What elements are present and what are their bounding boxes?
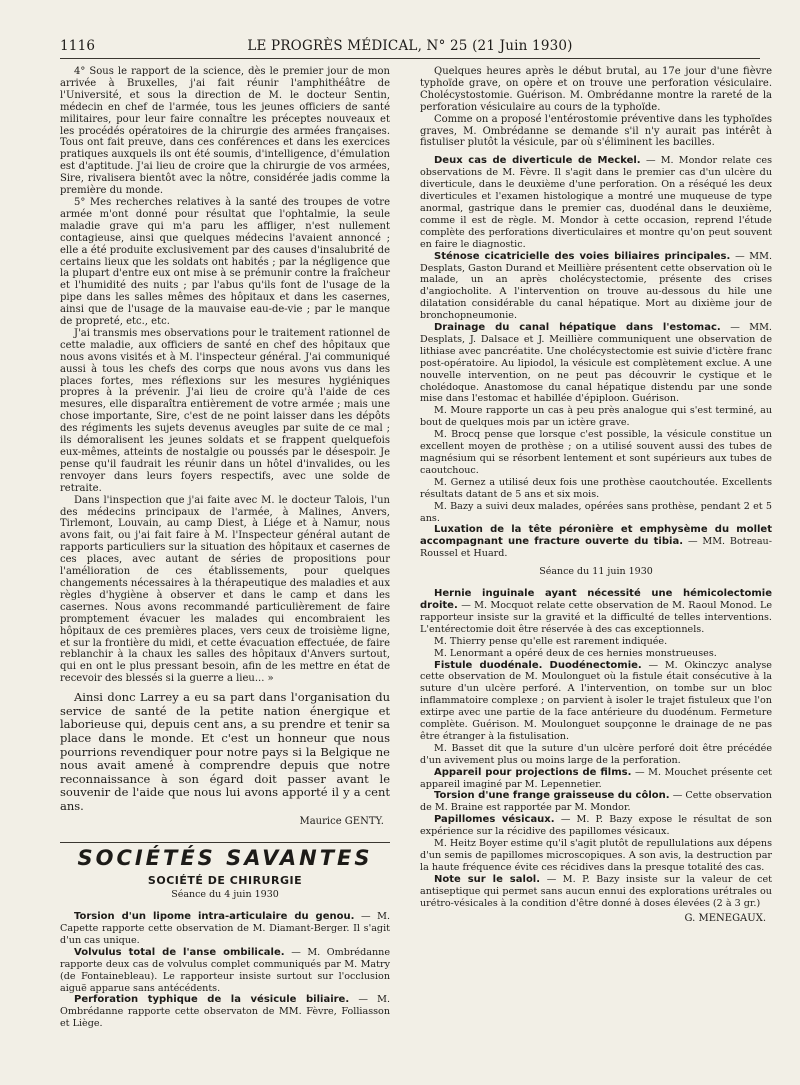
entry xyxy=(420,743,772,767)
entry xyxy=(420,322,772,405)
paragraph: 5° Mes recherches relatives à la santé des troupes de votre armée m'ont donné pour résultat que l'ophtalmie, la seule maladie grave qui m'a paru les affliger, n'est nullement contagieuse, ainsi que quelques médecins l'avaient annoncé ; elle a été produite exclusivement par des causes d'insalubrité de certains lieux que les soldats ont habités ; par la négligence que la plupart d'entre eux ont mise à se prémunir contre la fraîcheur et l'humidité des nuits ; par l'abus qu'ils font de l'usage de la pipe dans les salles mêmes des hôpitaux et dans les casernes, ainsi que de l'usage de la mauvaise eau-de-vie ; par le manque de propreté, etc., etc. xyxy=(60,196,390,328)
entries-list xyxy=(420,155,772,560)
entry-body: — M. P. Bazy expose le résultat de son expérience sur la récidive des papillomes vésicaux. xyxy=(420,814,772,838)
entry-body: M. Basset dit que la suture d'un ulcère perforé doit être précédée d'un avivement plus ou moins large de la perforation. xyxy=(420,742,772,766)
entry-title: Note sur le salol. xyxy=(434,873,541,885)
header-rule xyxy=(60,58,760,59)
paragraph: Quelques heures après le début brutal, au 17e jour d'une fièvre typhoïde grave, on opère et on trouve une perforation vésiculaire. Cholécystostomie. Guérison. M. Ombrédanne montre la rareté de la perforation vésiculaire au cours de la typhoïde. xyxy=(420,66,772,113)
entry xyxy=(420,251,772,322)
page-header xyxy=(60,38,760,58)
entry-body: M. Brocq pense que lorsque c'est possible, la vésicule constitue un excellent moyen de prothèse ; on a utilisé souvent aussi des tubes de magnésium qui se résorbent lentement et sont supérieurs aux tubes de caoutchouc. xyxy=(420,429,772,476)
section-rule xyxy=(60,842,390,843)
entry xyxy=(420,524,772,560)
entry-body: — M. Ombrédanne rapporte deux cas de volvulus complet communiqués par M. Matry (de Fontainebleau). Le rapporteur insiste surtout sur l'occlusion aiguë apparue sans antécédents. xyxy=(60,946,390,994)
section-title: SOCIÉTÉS SAVANTES xyxy=(77,846,373,871)
entry-title: Deux cas de diverticule de Meckel. xyxy=(434,155,641,167)
entry xyxy=(420,501,772,525)
entry-body: — M. Mondor relate ces observations de M. Fèvre. Il s'agit dans le premier cas d'un ulcère du diverticule, dans le deuxième d'une perforation. On a réséqué les deux diverticules et l'examen histologique a montré une muqueuse de type anormal, gastrique dans le premier cas, duodénal dans le deuxième, comme il est de règle. M. Mondor à cette occasion, reprend l'étude complète des perforations diverticulaires et montre qu'on peut souvent en faire le diagnostic. xyxy=(420,155,772,250)
entry-title: Torsion d'une frange graisseuse du côlon. xyxy=(434,790,670,802)
paragraph: Dans l'inspection que j'ai faite avec M. le docteur Talois, l'un des médecins principaux de l'armée, à Malines, Anvers, Tirlemont, Louvain, au camp Diest, à Liége et à Namur, nous avons fait, ou j'ai fait faire à M. l'Inspecteur général autant de rapports particuliers sur la situation des hôpitaux et casernes de ces places, avec autant de séries de propositions pour l'amélioration de ces établissements, pour quelques changements nécessaires à la thérapeutique des maladies et aux règles d'hygiène à observer et dans le camp et dans les casernes. Nous avons recommandé particulièrement de faire promptement évacuer les malades qui encombraient les hôpitaux de ces premières places, vers ceux de troisième ligne, et sur la frontière du midi, et cette évacuation effectuée, de faire reblanchir à la chaux les salles des hôpitaux d'Anvers surtout, qui en ont le plus pressant besoin, afin de les mettre en état de recevoir des blessés si la guerre a lieu... » xyxy=(60,494,391,685)
entry-body: M. Bazy a suivi deux malades, opérées sans prothèse, pendant 2 et 5 ans. xyxy=(420,500,772,524)
paragraph: J'ai transmis mes observations pour le traitement rationnel de cette maladie, aux officiers de santé en chef des hôpitaux que nous avons visités et à M. l'inspecteur général. J'ai communiqué aussi à tous les chefs des corps que nous avons vus dans les places fortes, mes réflexions sur les mesures hygiéniques propres à la prévenir. J'ai lieu de croire qu'à l'aide de ces mesures, elle disparaîtra entièrement de votre armée ; mais une chose importante, Sire, c'est de ne point laisser dans les dépôts des régiments les sujets devenus aveugles par suite de ce mal ; ils démoralisent les jeunes soldats et se frappent quelquefois eux-mêmes, atteints de nostalgie ou poussés par le désespoir. Je pense qu'il faudrait les réunir dans un hôtel d'invalides, ou les renvoyer dans leurs foyers respectifs, avec une solde de retraite. xyxy=(60,327,390,494)
society-name: SOCIÉTÉ DE CHIRURGIE xyxy=(147,874,303,888)
journal-title: LE PROGRÈS MÉDICAL, N° 25 (21 Juin 1930) xyxy=(247,38,573,54)
entry xyxy=(420,477,772,501)
entry xyxy=(420,588,772,636)
entry-body: — M. Mocquot relate cette observation de M. Raoul Monod. Le rapporteur insiste sur la gravité et la difficulté de telles interventions. L'entérectomie doit être réservée à des cas exceptionnels. xyxy=(420,599,772,635)
entry xyxy=(420,648,772,660)
entry xyxy=(420,838,772,874)
entry xyxy=(420,429,772,477)
signature: G. MENEGAUX. xyxy=(684,912,766,924)
entry-body: M. Thierry pense qu'elle est rarement indiquée. xyxy=(434,635,668,647)
entry-title: Fistule duodénale. Duodénectomie. xyxy=(434,659,642,671)
entry-title: Volvulus total de l'anse ombilicale. xyxy=(74,946,285,958)
entries-list xyxy=(60,911,390,1030)
entry xyxy=(420,767,772,791)
page-number: 1116 xyxy=(60,38,96,54)
entry-body: — Cette observation de M. Braine est rapportée par M. Mondor. xyxy=(420,790,772,814)
entry-body: — M. Mouchet présente cet appareil imaginé par M. Lepennetier. xyxy=(420,766,772,790)
entry-body: M. Lenormant a opéré deux de ces hernies monstrueuses. xyxy=(434,647,717,659)
entry-title: Sténose cicatricielle des voies biliaires principales. xyxy=(434,250,731,262)
entry-body: — MM. Desplats, Gaston Durand et Meillière présentent cette observation où le malade, un an après cholécystectomie, présente des crises d'angiocholite. A l'intervention on trouve au-dessous du hile une dilatation considérable du canal hépatique. Mort au dixième jour de bronchopneumonie. xyxy=(420,250,772,322)
entry-body: — M. Ombrédanne rapporte cette observaton de MM. Fèvre, Folliasson et Liège. xyxy=(60,994,390,1030)
entry xyxy=(60,911,390,947)
entry-title: Perforation typhique de la vésicule biliaire. xyxy=(74,994,350,1006)
entry-title: Hernie inguinale ayant nécessité une hémicolectomie droite. xyxy=(420,588,772,611)
entry-title: Torsion d'un lipome intra-articulaire du genou. xyxy=(74,911,355,923)
entry xyxy=(420,874,772,910)
entry-body: — MM. Desplats, J. Dalsace et J. Meillière communiquent une observation de lithiase avec pancréatite. Une cholécystectomie est suivie d'ictère franc post-opératoire. Au lipiodol, la vésicule est complètement exclue. A une nouvelle intervention, on ne peut pas découvrir le cystique et le cholédoque. Anastomose du canal hépatique distendu par une sonde mise dans l'estomac et habillée d'épiploon. Guérison. xyxy=(420,322,772,405)
paragraph: Comme on a proposé l'entérostomie préventive dans les typhoïdes graves, M. Ombrédanne se demande s'il n'y aurait pas intérêt à fistuliser plutôt la vésicule, par où s'éliminent les bacilles. xyxy=(420,113,772,149)
paragraph: 4° Sous le rapport de la science, dès le premier jour de mon arrivée à Bruxelles, j'ai fait réunir l'amphithéâtre de l'Université, et sous la direction de M. le docteur Sentin, médecin en chef de l'armée, tous les jeunes officiers de santé militaires, pour leur faire connaître les préceptes nouveaux et les procédés opératoires de la chirurgie des armées françaises. Tous ont fait preuve, dans ces conférences et dans les exercices pratiques auxquels ils ont été soumis, d'intelligence, d'émulation est d'aptitude. J'ai lieu de croire que la chirurgie de vos armées, Sire, rivalisera bientôt avec la nôtre, considérée jadis comme la première du monde. xyxy=(60,66,390,197)
right-column xyxy=(420,66,772,924)
entry-body: — M. Capette rapporte cette observation de M. Diamant-Berger. Il s'agit d'un cas unique. xyxy=(60,911,390,946)
entry-title: Appareil pour projections de films. xyxy=(434,766,632,778)
entry xyxy=(420,814,772,838)
entry-title: Luxation de la tête péronière et emphysème du mollet accompagnant une fracture ouverte du tibia. xyxy=(420,524,772,548)
entry xyxy=(420,155,772,250)
entry-body: — M. Okinczyc analyse cette observation de M. Moulonguet où la fistule était consécutive à la suture d'un ulcère perforé. A l'intervention, on tombe sur un bloc inflammatoire complexe ; on parvient à isoler le trajet fistuleux que l'on extirpe avec une partie de la face antérieure du duodénum. Fermeture complète. Guérison. M. Moulonguet soupçonne le drainage de ne pas être étranger à la fistulisation. xyxy=(420,659,772,742)
signature: Maurice GENTY. xyxy=(299,816,384,828)
entry-body: M. Moure rapporte un cas à peu près analogue qui s'est terminé, au bout de quelques mois par un ictère grave. xyxy=(420,405,772,429)
entry-body: M. Heitz Boyer estime qu'il s'agit plutôt de repullulations aux dépens d'un semis de papillomes microscopiques. A son avis, la destruction par la haute fréquence évite ces récidives dans la presque totalité des cas. xyxy=(420,838,772,873)
entry xyxy=(420,790,772,814)
entry-body: — M. P. Bazy insiste sur la valeur de cet antiseptique qui permet sans aucun ennui des explorations urétrales ou urétro-vésicales à la condition d'être donné à doses élevées (2 à 3 gr.) xyxy=(420,873,773,909)
entry xyxy=(60,947,390,995)
entry-body: M. Gernez a utilisé deux fois une prothèse caoutchoutée. Excellents résultats datant de 5 ans et six mois. xyxy=(420,476,772,500)
entry xyxy=(60,994,390,1030)
entry xyxy=(420,636,772,648)
entry-title: Papillomes vésicaux. xyxy=(434,814,555,826)
entries-list xyxy=(420,588,772,909)
entry-body: — MM. Botreau-Roussel et Huard. xyxy=(420,536,772,560)
entry xyxy=(420,660,772,743)
closing-paragraph: Ainsi donc Larrey a eu sa part dans l'organisation du service de santé de la petite nation énergique et laborieuse qui, depuis cent ans, a su prendre et tenir sa place dans le monde. Et c'est un honneur que nous pourrions revendiquer pour notre pays si la Belgique ne nous avait amené à comprendre depuis que notre reconnaissance à son égard doit passer avant le souvenir de l'aide que nous lui avons apporté il y a cent ans. xyxy=(60,690,390,813)
left-column xyxy=(60,66,390,1030)
seance-date: Séance du 4 juin 1930 xyxy=(171,889,279,901)
seance-date: Séance du 11 juin 1930 xyxy=(539,566,653,578)
entry-title: Drainage du canal hépatique dans l'estomac. xyxy=(434,322,721,334)
entry xyxy=(420,405,772,429)
